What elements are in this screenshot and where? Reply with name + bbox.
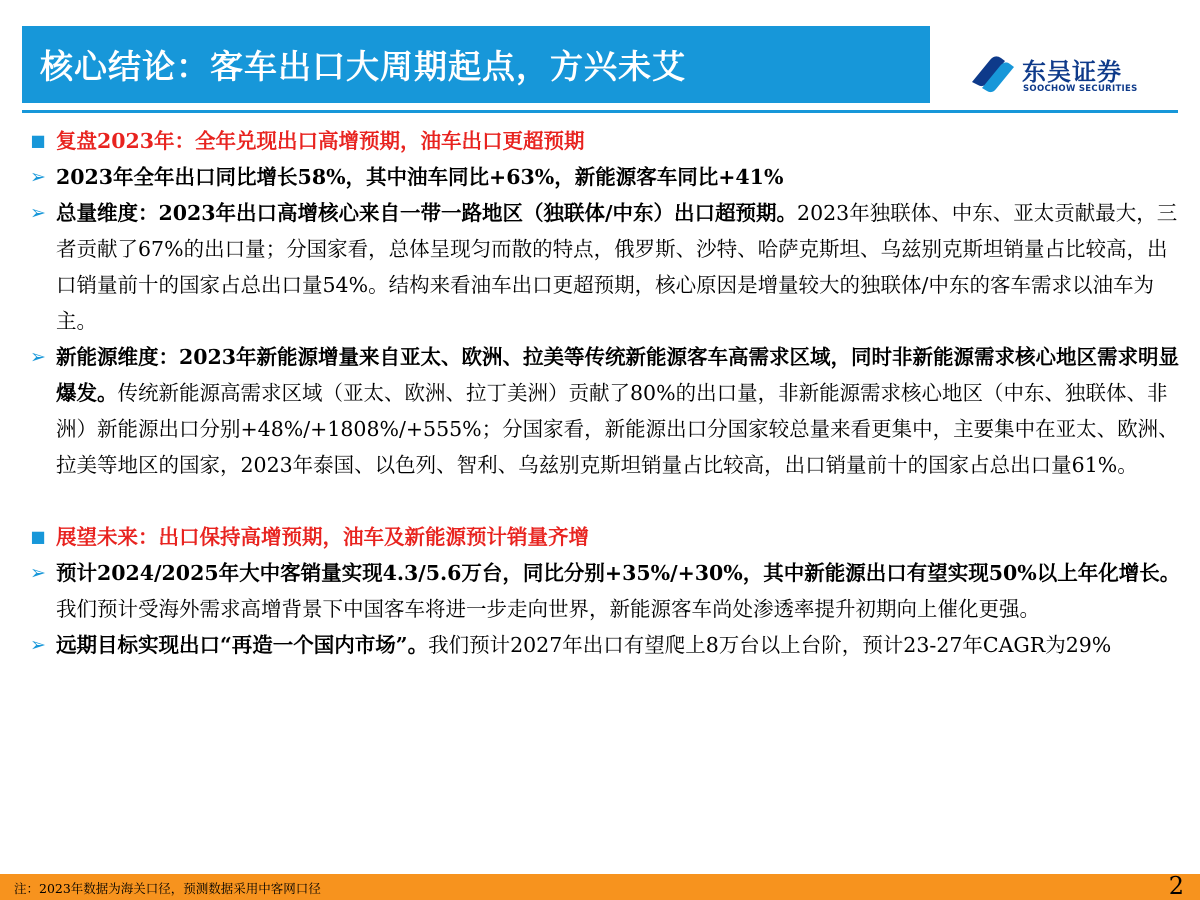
- footer-note: 注：2023年数据为海关口径，预测数据采用中客网口径: [14, 881, 321, 896]
- section-heading-text: 复盘2023年：全年兑现出口高增预期，油车出口更超预期: [56, 129, 585, 153]
- arrow-bullet-icon: ➢: [30, 562, 46, 584]
- arrow-bullet-icon: ➢: [30, 166, 46, 188]
- title-bar: [22, 26, 930, 103]
- item-bold-text: 2023年全年出口同比增长58%，其中油车同比+63%，新能源客车同比+41%: [56, 165, 784, 189]
- list-item: [22, 195, 1182, 339]
- item-bold-text: 新能源维度：2023年新能源增量来自亚太、欧洲、拉美等传统新能源客车高需求区域，同时非新能源需求核心地区需求明显爆发。: [56, 345, 1180, 405]
- item-bold-text: 远期目标实现出口“再造一个国内市场”。: [56, 633, 429, 657]
- company-logo: [968, 50, 1158, 100]
- item-bold-text: 总量维度：2023年出口高增核心来自一带一路地区（独联体/中东）出口超预期。: [56, 201, 798, 225]
- arrow-bullet-icon: ➢: [30, 346, 46, 368]
- section-heading-text: 展望未来：出口保持高增预期，油车及新能源预计销量齐增: [56, 525, 589, 549]
- page-title: 核心结论：客车出口大周期起点，方兴未艾: [40, 47, 686, 86]
- section-spacer: [22, 483, 1182, 519]
- arrow-bullet-icon: ➢: [30, 202, 46, 224]
- section-heading: [22, 123, 1182, 159]
- header-divider: [22, 110, 1178, 113]
- list-item: [22, 159, 1182, 195]
- item-text: 传统新能源高需求区域（亚太、欧洲、拉丁美洲）贡献了80%的出口量，非新能源需求核心地区（中东、独联体、非洲）新能源出口分别+48%/+1808%/+555%；分国家看，新能源出口分国家较总量来看更集中，主要集中在亚太、欧洲、拉美等地区的国家，2023年泰国、以色列、智利、乌兹别克斯坦销量占比较高，出口销量前十的国家占总出口量61%。: [56, 381, 1179, 477]
- main-content: [22, 123, 1182, 663]
- logo-english-name: SOOCHOW SECURITIES: [1023, 84, 1138, 94]
- list-item: [22, 339, 1182, 483]
- section-heading: [22, 519, 1182, 555]
- item-text: 我们预计2027年出口有望爬上8万台以上台阶，预计23-27年CAGR为29%: [428, 633, 1112, 657]
- arrow-bullet-icon: ➢: [30, 634, 46, 656]
- footer-bar: [0, 874, 1200, 900]
- logo-chinese-name: 东吴证券: [1022, 58, 1122, 86]
- item-text: 我们预计受海外需求高增背景下中国客车将进一步走向世界，新能源客车尚处渗透率提升初期向上催化更强。: [56, 597, 1040, 621]
- item-text: 2023年独联体、中东、亚太贡献最大，三者贡献了67%的出口量；分国家看，总体呈现匀而散的特点，俄罗斯、沙特、哈萨克斯坦、乌兹别克斯坦销量占比较高，出口销量前十的国家占总出口量54%。结构来看油车出口更超预期，核心原因是增量较大的独联体/中东的客车需求以油车为主。: [56, 201, 1178, 333]
- list-item: [22, 555, 1182, 627]
- square-bullet-icon: ■: [30, 527, 46, 546]
- item-bold-text: 预计2024/2025年大中客销量实现4.3/5.6万台，同比分别+35%/+30%，其中新能源出口有望实现50%以上年化增长。: [56, 561, 1181, 585]
- square-bullet-icon: ■: [30, 131, 46, 150]
- page-number: 2: [1168, 872, 1184, 900]
- list-item: [22, 627, 1182, 663]
- soochow-logo-icon: [968, 52, 1018, 96]
